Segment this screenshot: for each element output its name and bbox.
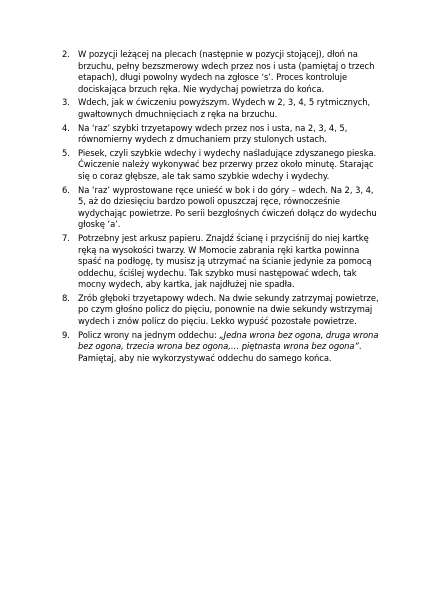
item-text-quote: „Jedna wrona bez ogona, druga wrona bez ogona, trzecia wrona bez ogona,… piętnasta wrona bez ogona” xyxy=(78,329,379,352)
item-number: 4. xyxy=(62,122,70,133)
list-item xyxy=(62,185,380,231)
list-item xyxy=(62,330,380,365)
item-text: Piesek, czyli szybkie wdechy i wydechy naśladujące zdyszanego pieska. Ćwiczenie należy wykonywać bez przerwy przez około minutę. Starając się o coraz głębsze, ale tak samo szybkie wdechy i wydechy. xyxy=(78,147,377,181)
item-text: W pozycji leżącej na plecach (następnie w pozycji stojącej), dłoń na brzuchu, pełny bezszmerowy wdech przez nos i usta (pamiętaj o trzech etapach), długi powolny wydech na zgłosce ‘s’. Proces kontroluje dociskająca brzuch ręka. Nie wydychaj powietrza do końca. xyxy=(78,49,375,94)
item-text-end: . Pamiętaj, aby nie wykorzystywać oddechu do samego końca. xyxy=(78,341,362,363)
item-number: 5. xyxy=(62,147,70,158)
item-number: 7. xyxy=(62,232,70,243)
item-text: Na ‘raz’ wyprostowane ręce unieść w bok i do góry – wdech. Na 2, 3, 4, 5, aż do dziesięciu bardzo powoli opuszczaj ręce, równocześnie wydychając powietrze. Po serii bezgłośnych ćwiczeń dołącz do wydechu głoskę ‘a’. xyxy=(78,184,377,230)
item-text: Wdech, jak w ćwiczeniu powyższym. Wydech w 2, 3, 4, 5 rytmicznych, gwałtownych dmuchnięciach z ręka na brzuchu. xyxy=(78,97,371,119)
item-number: 3. xyxy=(62,97,70,108)
item-text: Na ‘raz’ szybki trzyetapowy wdech przez nos i usta, na 2, 3, 4, 5, równomierny wydech z dmuchaniem przy stulonych ustach. xyxy=(78,122,348,145)
list-item xyxy=(62,293,380,328)
item-text: Potrzebny jest arkusz papieru. Znajdź ścianę i przyciśnij do niej kartkę ręką na wysokości twarzy. W Momocie zabrania ręki kartka powinna spaść na podłogę, ty musisz ją utrzymać na ścianie jedynie za pomocą oddechu, ściślej wydechu. Tak szybko musi następować wdech, tak mocny wydech, aby kartka, jak najdłużej nie spadła. xyxy=(78,232,372,290)
list-item xyxy=(62,49,380,95)
exercise-list xyxy=(62,49,380,366)
list-item xyxy=(62,233,380,291)
list-item xyxy=(62,148,380,183)
item-number: 6. xyxy=(62,184,70,195)
item-number: 8. xyxy=(62,292,70,303)
item-number: 2. xyxy=(62,49,70,59)
item-number: 9. xyxy=(62,329,70,340)
list-item xyxy=(62,123,380,146)
item-text: Zrób głęboki trzyetapowy wdech. Na dwie sekundy zatrzymaj powietrze, po czym głośno policz do pięciu, ponownie na dwie sekundy wstrzymaj wydech i znów policz do pięciu. Lekko wypuść pozostałe powietrze. xyxy=(78,292,379,327)
item-text-start: Policz wrony na jednym oddechu: xyxy=(78,329,220,340)
list-item xyxy=(62,97,380,120)
